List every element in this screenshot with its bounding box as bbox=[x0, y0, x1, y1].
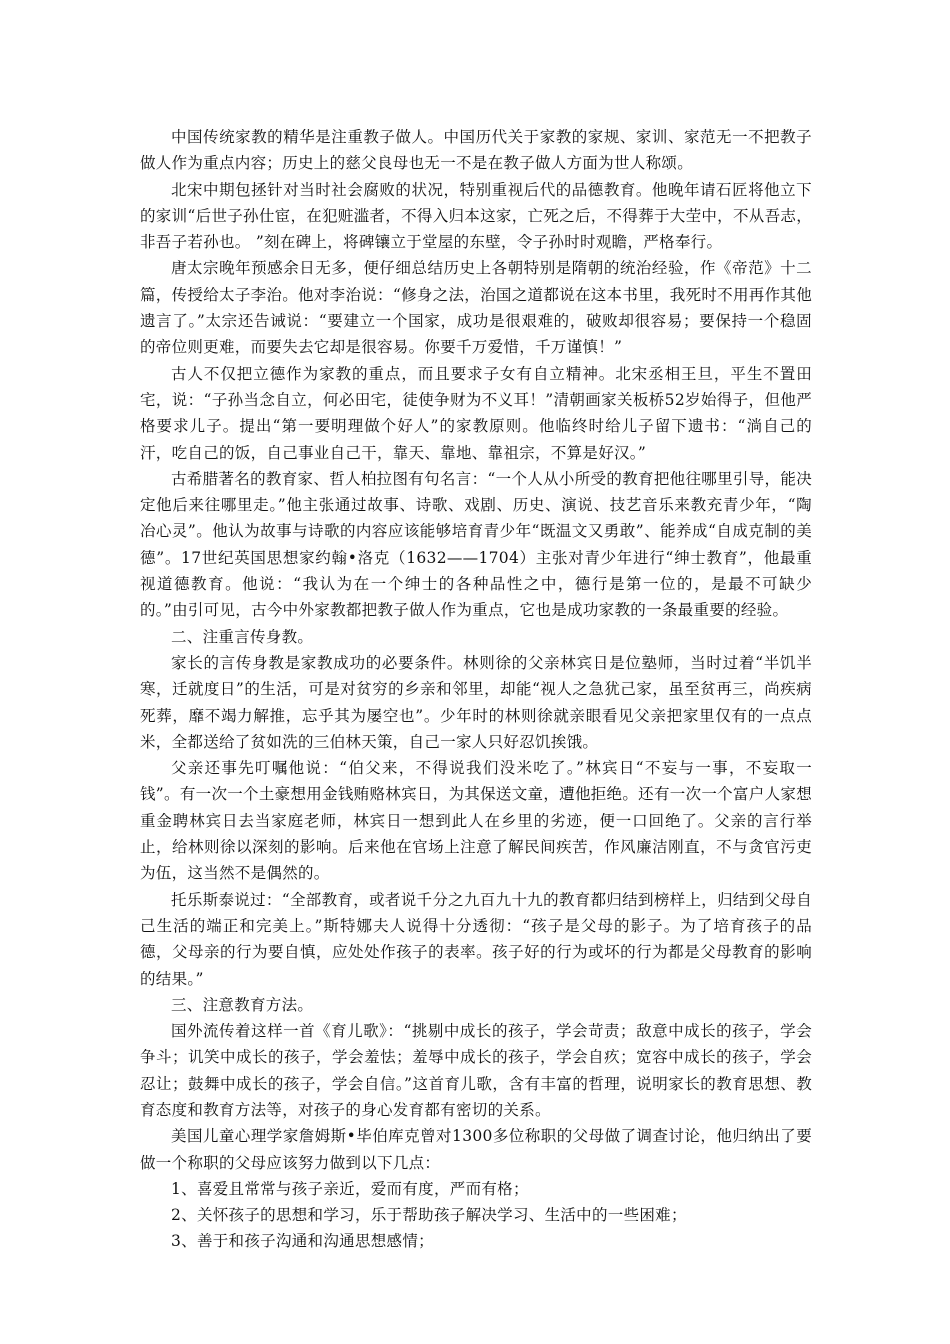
paragraph: 托乐斯泰说过：“全部教育，或者说千分之九百九十九的教育都归结到榜样上，归结到父母自己生活的端正和完美上。”斯特娜夫人说得十分透彻：“孩子是父母的影子。为了培育孩子的品德，父母亲的行为要自慎，应处处作孩子的表率。孩子好的行为或坏的行为都是父母教育的影响的结果。” bbox=[140, 890, 812, 988]
paragraph: 古希腊著名的教育家、哲人柏拉图有句名言：“一个人从小所受的教育把他往哪里引导，能决定他后来往哪里走。”他主张通过故事、诗歌、戏剧、历史、演说、技艺音乐来教充青少年，“陶冶心灵”。他认为故事与诗歌的内容应该能够培育青少年“既温文又勇敢”、能养成“自成克制的美德”。17世纪英国思想家约翰•洛克（1632——1704）主张对青少年进行“绅士教育”，他最重视道德教育。他说：“我认为在一个绅士的各种品性之中，德行是第一位的，是最不可缺少的。”由引可见，古今中外家教都把教子做人作为重点，它也是成功家教的一条最重要的经验。 bbox=[140, 469, 812, 620]
paragraph: 美国儿童心理学家詹姆斯•毕伯库克曾对1300多位称职的父母做了调查讨论，他归纳出了要做一个称职的父母应该努力做到以下几点： bbox=[140, 1127, 812, 1172]
section-heading: 三、注意教育方法。 bbox=[171, 995, 314, 1014]
paragraph: 中国传统家教的精华是注重教子做人。中国历代关于家教的家规、家训、家范无一不把教子做人作为重点内容；历史上的慈父良母也无一不是在教子做人方面为世人称颂。 bbox=[140, 128, 812, 173]
paragraph: 国外流传着这样一首《育儿歌》：“挑剔中成长的孩子，学会苛责；敌意中成长的孩子，学会争斗；讥笑中成长的孩子，学会羞怯；羞辱中成长的孩子，学会自疚；宽容中成长的孩子，学会忍让；鼓舞中成长的孩子，学会自信。”这首育儿歌，含有丰富的哲理，说明家长的教育思想、教育态度和教育方法等，对孩子的身心发育都有密切的关系。 bbox=[140, 1022, 812, 1119]
document-body bbox=[140, 124, 812, 1255]
list-item: 2、关怀孩子的思想和学习，乐于帮助孩子解决学习、生活中的一些困难； bbox=[171, 1206, 687, 1225]
list-item: 3、善于和孩子沟通和沟通思想感情； bbox=[171, 1232, 434, 1251]
paragraph: 古人不仅把立德作为家教的重点，而且要求子女有自立精神。北宋丞相王旦，平生不置田宅，说：“子孙当念自立，何必田宅，徒使争财为不义耳！”清朝画家关板桥52岁始得子，但他严格要求儿子。提出“第一要明理做个好人”的家教原则。他临终时给儿子留下遗书：“淌自己的汗，吃自己的饭，自己事业自己干，靠天、靠地、靠祖宗，不算是好汉。” bbox=[140, 364, 812, 462]
section-heading: 二、注重言传身教。 bbox=[171, 627, 314, 646]
list-item: 1、喜爱且常常与孩子亲近，爱而有度，严而有格； bbox=[171, 1179, 529, 1198]
paragraph: 父亲还事先叮嘱他说：“伯父来，不得说我们没米吃了。”林宾日“不妄与一事，不妄取一钱”。有一次一个土豪想用金钱贿赂林宾日，为其保送文童，遭他拒绝。还有一次一个富户人家想重金聘林宾日去当家庭老师，林宾日一想到此人在乡里的劣迹，便一口回绝了。父亲的言行举止，给林则徐以深刻的影响。后来他在官场上注意了解民间疾苦，作风廉洁刚直，不与贪官污吏为伍，这当然不是偶然的。 bbox=[140, 759, 812, 883]
paragraph: 家长的言传身教是家教成功的必要条件。林则徐的父亲林宾日是位塾师，当时过着“半饥半寒，迁就度日”的生活，可是对贫穷的乡亲和邻里，却能“视人之急犹己家，虽至贫再三，尚疾病死葬，靡不竭力解推，忘乎其为屡空也”。少年时的林则徐就亲眼看见父亲把家里仅有的一点点米，全都送给了贫如洗的三伯林天策，自己一家人只好忍饥挨饿。 bbox=[140, 653, 812, 751]
paragraph: 北宋中期包拯针对当时社会腐败的状况，特别重视后代的品德教育。他晚年请石匠将他立下的家训“后世子孙仕宦，在犯赃滥者，不得入归本这家，亡死之后，不得葬于大茔中，不从吾志，非吾子若孙也。 ”刻在碑上，将碑镶立于堂屋的东壁，令子孙时时观瞻，严格奉行。 bbox=[140, 180, 812, 252]
paragraph: 唐太宗晚年预感余日无多，便仔细总结历史上各朝特别是隋朝的统治经验，作《帝范》十二篇，传授给太子李治。他对李治说：“修身之法，治国之道都说在这本书里，我死时不用再作其他遗言了。”太宗还告诫说：“要建立一个国家，成功是很艰难的，破败却很容易；要保持一个稳固的帝位则更难，而要失去它却是很容易。你要千万爱惜，千万谨慎！” bbox=[140, 259, 812, 357]
